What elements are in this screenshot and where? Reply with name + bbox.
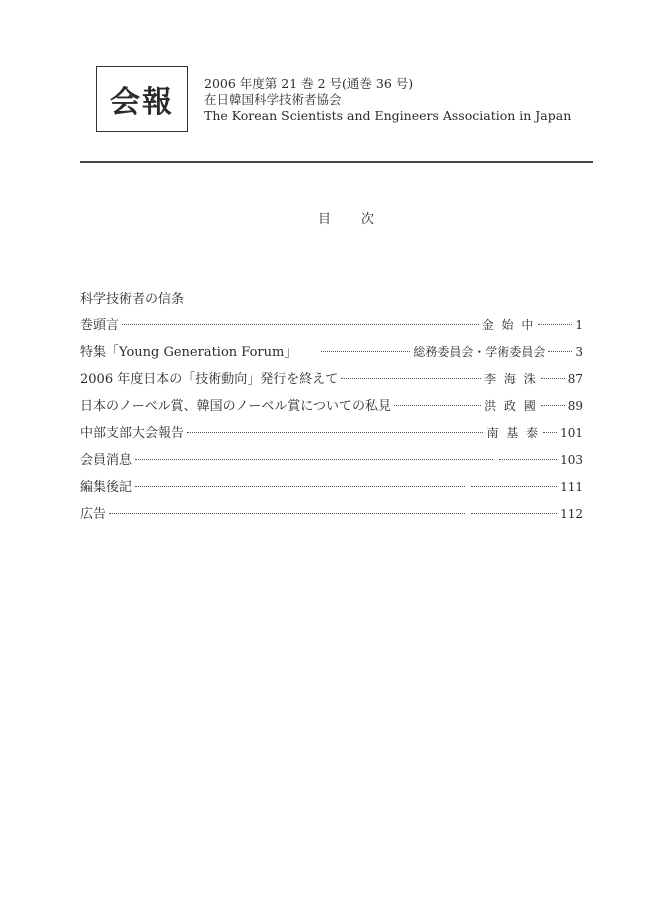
toc-entry[interactable] (80, 476, 583, 503)
leader-dots (187, 432, 483, 433)
toc-entry[interactable] (80, 449, 583, 476)
toc-entry-title: 特集「Young Generation Forum」 (80, 345, 298, 360)
toc-title-char-2: 次 (361, 212, 375, 227)
toc-entry-page: 112 (560, 507, 583, 521)
toc-entry-author: 南 基 泰 (486, 426, 541, 440)
toc-entry[interactable] (80, 503, 583, 530)
leader-dots (543, 432, 557, 433)
org-name-japanese: 在日韓国科学技術者協会 (204, 92, 342, 107)
leader-dots (499, 459, 557, 460)
toc-entry-title: 広告 (80, 507, 107, 522)
toc-title-char-1: 目 (318, 212, 332, 227)
logo-text: 会報 (110, 85, 174, 120)
toc-entry-page: 101 (560, 426, 583, 440)
toc-entry[interactable] (80, 422, 583, 449)
header-info (204, 76, 571, 124)
toc-entry-title: 会員消息 (80, 453, 133, 468)
leader-dots (135, 459, 493, 460)
toc-entry-title: 日本のノーベル賞、韓国のノーベル賞についての私見 (80, 399, 391, 414)
toc-entry[interactable] (80, 368, 583, 395)
toc-entry-title: 巻頭言 (80, 318, 120, 333)
toc-entry-page: 3 (575, 345, 583, 359)
toc-entry-page: 1 (575, 318, 583, 332)
leader-dots (122, 324, 479, 325)
toc-entry-author: 総務委員会・学術委員会 (413, 345, 546, 359)
toc-entry-page: 89 (567, 399, 583, 413)
toc-entry[interactable] (80, 341, 583, 368)
org-name-english: The Korean Scientists and Engineers Association in Japan (204, 108, 572, 123)
issue-line: 2006 年度第 21 巻 2 号(通巻 36 号) (204, 76, 414, 91)
toc-entry-title: 中部支部大会報告 (80, 426, 185, 441)
credo-heading: 科学技術者の信条 (80, 292, 185, 307)
logo-box (96, 66, 188, 132)
toc-entry-title: 編集後記 (80, 480, 133, 495)
leader-dots (548, 351, 572, 352)
toc-entry[interactable] (80, 314, 583, 341)
toc-entry-title: 2006 年度日本の「技術動向」発行を終えて (80, 372, 339, 387)
leader-dots (471, 486, 557, 487)
header-rule (80, 161, 593, 163)
leader-dots (541, 405, 565, 406)
toc-title (318, 208, 374, 227)
leader-dots (109, 513, 465, 514)
leader-dots (135, 486, 465, 487)
leader-dots (541, 378, 565, 379)
toc-entry-author: 李 海 洙 (484, 372, 538, 386)
table-of-contents (80, 314, 583, 530)
toc-entry-author: 洪 政 國 (484, 399, 538, 413)
leader-dots (341, 378, 481, 379)
leader-dots (394, 405, 481, 406)
leader-dots (321, 351, 410, 352)
leader-dots (538, 324, 572, 325)
toc-entry-author: 金 始 中 (481, 318, 536, 332)
toc-entry-page: 111 (560, 480, 583, 494)
toc-entry[interactable] (80, 395, 583, 422)
toc-entry-page: 87 (567, 372, 583, 386)
toc-entry-page: 103 (560, 453, 583, 467)
leader-dots (471, 513, 557, 514)
